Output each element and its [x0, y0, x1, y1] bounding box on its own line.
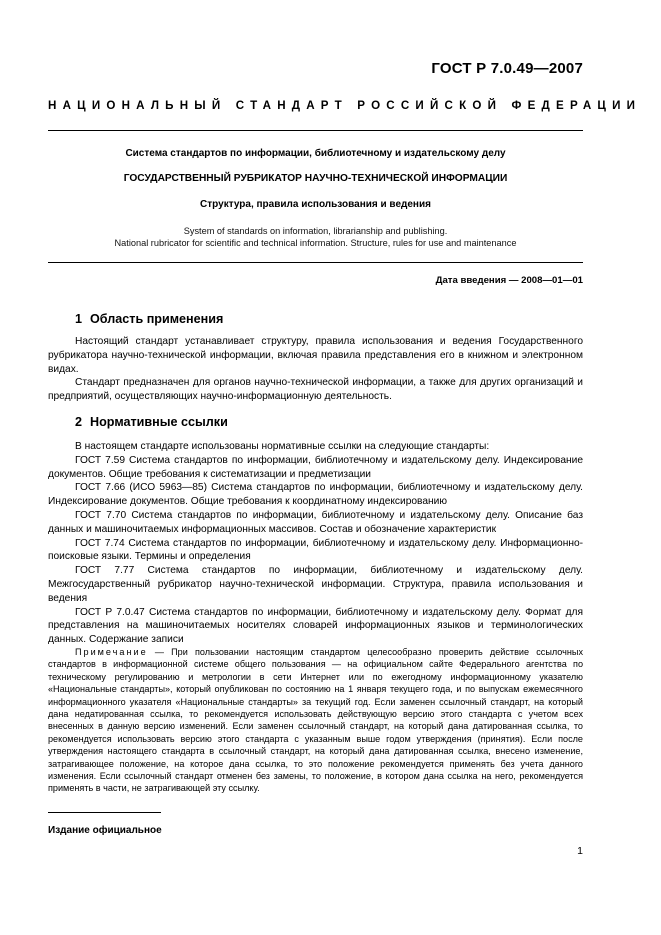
document-subtitle-ru: Структура, правила использования и ведения [200, 199, 431, 210]
reference-item: ГОСТ 7.70 Система стандартов по информации, библиотечному и издательскому делу. Описание баз данных и машиночитаемых информационных массивов. Состав и обозначение характеристик [48, 509, 583, 535]
reference-item: ГОСТ 7.59 Система стандартов по информации, библиотечному и издательскому делу. Индексирование документов. Общие требования к систематизации и предметизации [48, 454, 583, 480]
standard-code: ГОСТ Р 7.0.49—2007 [431, 60, 583, 77]
system-title-en: System of standards on information, librarianship and publishing. [183, 226, 448, 236]
note-label: Примечание [75, 647, 148, 657]
document-title-ru: ГОСУДАРСТВЕННЫЙ РУБРИКАТОР НАУЧНО-ТЕХНИЧЕСКОЙ ИНФОРМАЦИИ [123, 173, 508, 184]
section-1-number: 1 [75, 312, 83, 326]
section-1-paragraph: Стандарт предназначен для органов научно-технической информации, а также для других организаций и предприятий, осуществляющих научно-информационную деятельность. [48, 377, 583, 403]
note-block [48, 646, 583, 795]
introduction-date: Дата введения — 2008—01—01 [435, 275, 583, 286]
section-2-heading [75, 415, 228, 429]
official-edition-label: Издание официальное [48, 825, 162, 836]
section-1-paragraph: Настоящий стандарт устанавливает структуру, правила использования и ведения Государственного рубрикатора научно-технической информации, включая правила представления его в книжном и электронном видах. [48, 336, 583, 375]
reference-item: ГОСТ 7.66 (ИСО 5963—85) Система стандартов по информации, библиотечному и издательскому делу. Индексирование документов. Общие требования к координатному индексированию [48, 482, 583, 508]
section-1-title: Область применения [90, 312, 224, 326]
section-2-intro: В настоящем стандарте использованы нормативные ссылки на следующие стандарты: [75, 441, 490, 452]
section-1-heading [75, 312, 223, 326]
note-text: — При пользовании настоящим стандартом целесообразно проверить действие ссылочных стандартов в информационной системе общего пользования — на официальном сайте Федерального агентства по техническому регулированию и метрологии в сети Интернет или по ежегодному информационному указателю «Национальные стандарты», который опубликован по состоянию на 1 января текущего года, и по выпускам ежемесячного информационного указателя «Национальные стандарты» за текущий год. Если заменен ссылочный стандарт, на который дана недатированная ссылка, то рекомендуется использовать действующую версию этого стандарта с учетом всех внесенных в данную версию изменений. Если заменен ссылочный стандарт, на который дана датированная ссылка, то рекомендуется использовать версию этого стандарта с указанным выше годом утверждения (принятия). Если после утверждения настоящего стандарта в ссылочный стандарт, на который дана датированная ссылка, внесено изменение, затрагивающее положение, на которое дана ссылка, то это положение рекомендуется применять без учета данного изменения. Если ссылочный стандарт отменен без замены, то положение, в котором дана ссылка на него, рекомендуется применять в части, не затрагивающей эту ссылку. [48, 647, 583, 794]
page-number: 1 [577, 845, 583, 857]
document-title-en: National rubricator for scientific and technical information. Structure, rules for use and maintenance [114, 238, 517, 248]
section-2-title: Нормативные ссылки [90, 415, 228, 429]
reference-item: ГОСТ 7.77 Система стандартов по информации, библиотечному и издательскому делу. Межгосударственный рубрикатор научно-технической информации. Структура, правила использования и ведения [48, 565, 583, 604]
section-2-body [48, 440, 583, 647]
section-1-body [48, 335, 583, 404]
reference-item: ГОСТ Р 7.0.47 Система стандартов по информации, библиотечному и издательскому делу. Формат для представления на машиночитаемых носителях словарей информационных языков и терминологических данных. Содержание записи [48, 606, 583, 646]
section-2-number: 2 [75, 415, 83, 429]
national-standard-title: НАЦИОНАЛЬНЫЙ СТАНДАРТ РОССИЙСКОЙ ФЕДЕРАЦИИ [48, 99, 642, 112]
title-divider [48, 262, 583, 263]
header-divider [48, 130, 583, 131]
system-title-ru: Система стандартов по информации, библиотечному и издательскому делу [125, 148, 506, 159]
footer-divider [48, 812, 161, 813]
reference-item: ГОСТ 7.74 Система стандартов по информации, библиотечному и издательскому делу. Информационно-поисковые языки. Термины и определения [48, 537, 583, 563]
